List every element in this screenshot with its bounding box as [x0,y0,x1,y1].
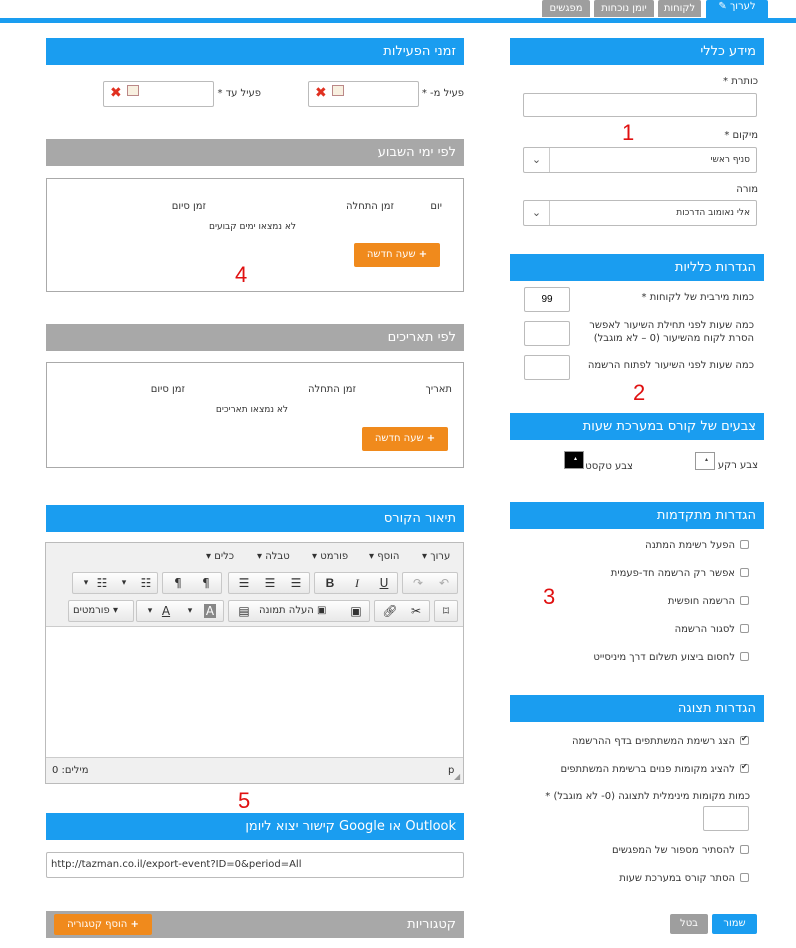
categories-header: קטגוריות [46,911,464,938]
block-payment-checkbox[interactable] [740,652,749,661]
upload-image-button[interactable] [259,601,326,621]
tab-meetings[interactable]: מפגשים [542,0,590,17]
general-settings-header: הגדרות כלליות [510,254,764,281]
min-spots-input[interactable] [703,806,749,831]
top-accent-line [0,18,796,23]
resize-handle-icon[interactable]: ◢ [454,772,461,781]
show-participants-checkbox[interactable] [740,736,749,745]
formats-dropdown[interactable] [68,600,134,622]
menu-edit-label: ערוך [430,551,451,562]
link-icon[interactable]: 🔗︎ [382,604,398,618]
align-center-icon[interactable]: ☰ [264,576,276,590]
underline-icon[interactable]: U [379,576,389,590]
teacher-label: מורה [736,184,758,195]
weekdays-header: לפי ימי השבוע [46,139,464,166]
direction-group [162,572,222,594]
chevron-down-icon: ⌄ [524,201,550,225]
new-date-hour-label: שעה חדשה [374,433,424,444]
active-to-label: פעיל עד * [217,88,261,99]
close-registration-label: לסגור הרשמה [674,624,735,635]
chevron-down-icon[interactable]: ▾ [187,606,193,616]
ltr-icon[interactable]: ¶ [174,576,182,590]
annotation-1: 1 [622,120,635,145]
dates-header: לפי תאריכים [46,324,464,351]
weekdays-table [46,178,464,292]
teacher-select[interactable] [523,200,757,226]
bg-color-icon[interactable]: A [205,604,215,618]
col-end-time: זמן סיום [171,201,206,212]
title-input[interactable] [523,93,757,117]
calendar-icon[interactable] [127,85,139,96]
plus-icon: + [426,433,436,444]
new-hour-button[interactable] [354,243,440,267]
menu-format[interactable]: פורמט ▾ [312,551,349,562]
dates-table [46,362,464,468]
formats-button: ▾ פורמטים [73,605,118,616]
bold-icon[interactable]: B [325,576,335,590]
align-right-icon[interactable]: ☰ [290,576,302,590]
chevron-down-icon[interactable]: ▾ [121,578,127,588]
show-free-spots-checkbox[interactable] [740,764,749,773]
one-time-checkbox[interactable] [740,568,749,577]
close-registration-checkbox[interactable] [740,624,749,633]
active-from-input[interactable] [308,81,419,107]
max-clients-input[interactable] [524,287,570,312]
menu-tools[interactable]: כלים ▾ [206,551,235,562]
rtl-icon[interactable]: ¶ [202,576,210,590]
video-icon[interactable]: ▤ [238,604,250,618]
caret-icon: ▴ [705,456,709,463]
annotation-3: 3 [543,584,556,609]
clear-icon[interactable]: ✖ [315,85,327,101]
export-url-field[interactable]: http://tazman.co.il/export-event?ID=0&period=All [46,852,464,878]
upload-image-label: העלה תמונה [259,605,314,616]
link-group [374,600,430,622]
hide-course-label: הסתר קורס במערכת שעות [619,873,735,884]
element-path: p [448,765,455,776]
active-to-input[interactable] [103,81,214,107]
weekdays-empty: לא נמצאו ימים קבועים [208,222,296,232]
editor-statusbar [46,757,463,783]
general-info-header: מידע כללי [510,38,764,65]
show-participants-label: הצג רשימת המשתתפים בדף ההרשמה [571,736,735,747]
col-day: יום [430,201,442,212]
image-icon: ▣ [317,605,327,616]
cancel-hours-input[interactable] [524,321,570,346]
numbered-list-icon[interactable]: ☷ [140,576,152,590]
bg-color-swatch[interactable] [695,452,715,470]
free-registration-label: הרשמה חופשית [667,596,735,607]
annotation-2: 2 [633,380,646,405]
menu-table-label: טבלה [265,551,290,562]
bullet-list-icon[interactable]: ☷ [96,576,108,590]
text-color-label: צבע טקסט [585,461,633,472]
align-left-icon[interactable]: ☰ [238,576,250,590]
new-date-hour-button[interactable] [362,427,448,451]
tab-attendance[interactable]: יומן נוכחות [594,0,654,17]
col-start-time: זמן התחלה [307,384,356,395]
editor-body[interactable] [46,627,463,757]
plus-icon: + [130,919,139,930]
hide-meetings-label: להסתיר מספור של המפגשים [611,845,735,856]
hide-meetings-checkbox[interactable] [740,845,749,854]
free-registration-checkbox[interactable] [740,596,749,605]
col-date: תאריך [425,384,452,395]
col-start-time: זמן התחלה [345,201,394,212]
pencil-icon: ✎ [718,1,727,12]
caret-icon: ▴ [574,455,578,462]
chevron-down-icon: ⌄ [524,148,550,172]
bg-color-label: צבע רקע [717,460,758,471]
teacher-value: אלי נאומוב הדרכות [676,208,750,218]
cancel-button[interactable]: בטל [670,914,708,934]
tab-edit[interactable] [706,0,768,23]
menu-edit[interactable]: ערוך ▾ [422,551,451,562]
word-count: מילים: 0 [52,765,89,776]
tab-clients[interactable]: לקוחות [658,0,701,17]
waitlist-label: הפעל רשימת המתנה [645,540,735,551]
undo-icon[interactable]: ↶ [438,576,450,590]
annotation-5: 5 [238,788,251,813]
text-color-icon[interactable]: A [161,604,171,618]
colors-header: צבעים של קורס במערכת שעות [510,413,764,440]
menu-table[interactable]: טבלה ▾ [257,551,290,562]
save-button[interactable]: שמור [712,914,757,934]
add-category-button[interactable] [54,914,152,935]
clear-icon[interactable]: ✖ [110,85,122,101]
display-header: הגדרות תצוגה [510,695,764,722]
block-payment-label: לחסום ביצוע תשלום דרך מיניסייט [593,652,735,663]
col-end-time: זמן סיום [150,384,185,395]
bookmark-icon[interactable]: ⌑ [442,604,450,618]
show-free-spots-label: להציג מקומות פנוים ברשימת המשתתפים [560,764,735,775]
max-clients-label: כמות מירבית של לקוחות * [641,292,754,303]
menu-insert[interactable]: הוסף ▾ [369,551,400,562]
menu-tools-label: כלים [214,551,235,562]
min-spots-label: כמות מקומות מינימלית לתצוגה (0- לא מוגבל) * [545,791,750,802]
menu-insert-label: הוסף [377,551,400,562]
redo-icon[interactable]: ↷ [412,576,424,590]
description-header: תיאור הקורס [46,505,464,532]
chevron-down-icon[interactable]: ▾ [147,606,153,616]
align-group [228,572,310,594]
chevron-down-icon[interactable]: ▾ [83,578,89,588]
tab-edit-label: לערוך [729,1,756,12]
list-group [72,572,158,594]
location-label: מיקום * [724,130,758,141]
waitlist-checkbox[interactable] [740,540,749,549]
anchor-group [434,600,458,622]
menu-format-label: פורמט [320,551,349,562]
plus-icon: + [418,249,428,260]
add-category-label: הוסף קטגוריה [67,919,128,930]
cancel-hours-label: כמה שעות לפני תחילת השיעור לאפשר הסרת לקוח מהשיעור (0 – לא מוגבל) [589,320,754,344]
unlink-icon[interactable]: ✂ [410,604,422,618]
annotation-4: 4 [235,262,248,287]
hide-course-checkbox[interactable] [740,873,749,882]
one-time-label: אפשר רק הרשמה חד-פעמית [610,568,735,579]
formats-label: פורמטים [73,605,110,616]
color-group [136,600,224,622]
active-from-label: פעיל מ- * [421,88,464,99]
location-value: סניף ראשי [710,155,750,165]
location-select[interactable] [523,147,757,173]
activity-times-header: זמני הפעילות [46,38,464,65]
open-hours-label: כמה שעות לפני השיעור לפתוח הרשמה [587,360,754,371]
new-hour-label: שעה חדשה [366,249,416,260]
text-style-group [314,572,398,594]
text-color-swatch[interactable] [564,451,584,469]
dates-empty: לא נמצאו תאריכים [215,405,288,415]
title-label: כותרת * [723,76,758,87]
media-group [228,600,370,622]
calendar-icon[interactable] [332,85,344,96]
undo-redo-group [402,572,458,594]
export-header: קישור יצוא ליומן Google או Outlook [46,813,464,840]
advanced-header: הגדרות מתקדמות [510,502,764,529]
open-hours-input[interactable] [524,355,570,380]
italic-icon[interactable]: I [355,576,359,590]
image-icon[interactable]: ▣ [350,604,362,618]
